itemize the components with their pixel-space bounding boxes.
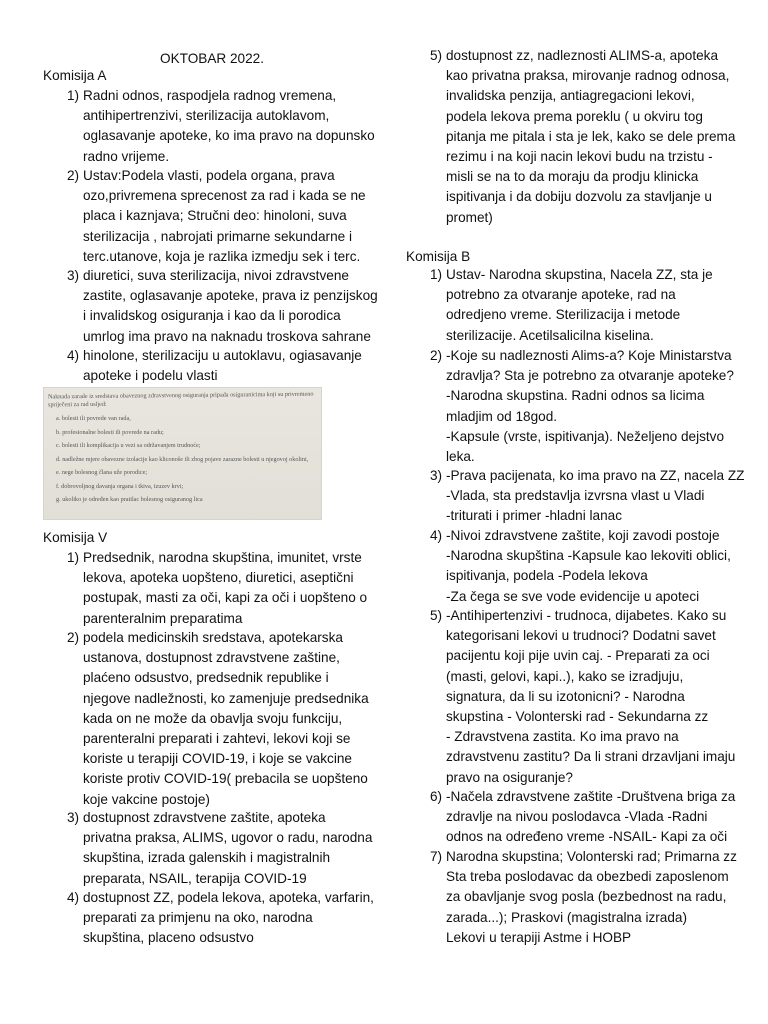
photo-list-item: a. bolesti ili povrede van rada, <box>56 415 131 422</box>
item-line: dostupnost zz, nadleznosti ALIMS-a, apoteka <box>446 48 719 63</box>
list-item <box>43 86 375 167</box>
item-line: hinolone, sterilizaciju u autoklavu, ogiasavanje <box>83 348 362 363</box>
item-line: preparata, NSAIL, terapija COVID-19 <box>83 870 307 886</box>
item-text <box>446 847 737 948</box>
item-number: 5) <box>430 48 443 63</box>
item-text <box>446 606 735 788</box>
list-item <box>43 628 369 810</box>
komisija-a-heading: Komisija A <box>43 68 107 83</box>
item-number: 2) <box>430 348 443 363</box>
item-line: -Prava pacijenata, ko ima pravo na ZZ, nacela ZZ <box>446 468 745 483</box>
item-number: 1) <box>67 88 80 103</box>
document-photo <box>43 387 322 520</box>
item-line: zarada...); Praskovi (magistralna izrada) <box>446 909 687 925</box>
item-line: misli se na to da moraju da prodju klinicka <box>446 169 699 185</box>
item-line: leka. <box>446 449 475 465</box>
item-number: 5) <box>430 608 443 623</box>
list-item <box>43 266 378 347</box>
item-line: sterilizacije. Acetilsalicilna kiselina. <box>446 327 654 343</box>
item-line: -Narodna skupstina. Radni odnos sa licima <box>446 388 705 404</box>
item-number: 6) <box>430 789 443 804</box>
item-number: 4) <box>67 890 80 905</box>
item-line: pacijentu koji pije uvin caj. - Preparati za oci <box>446 648 710 664</box>
list-item <box>406 847 737 948</box>
item-line: promet) <box>446 209 493 225</box>
photo-list-item: b. profesionalne bolesti ili povrede na radu; <box>56 428 164 436</box>
item-line: podela lekova prema poreklu ( u okviru tog <box>446 108 703 124</box>
item-line: rezimu i na koji nacin lekovi budu na trzistu - <box>446 149 713 165</box>
item-line: zdravlja? Sta je potrebno za otvaranje apoteke? <box>446 368 734 384</box>
item-line: -Antihipertenzivi - trudnoca, dijabetes. Kako su <box>446 608 727 623</box>
item-text <box>83 548 367 629</box>
item-text <box>83 888 374 949</box>
list-item <box>406 265 713 346</box>
item-text <box>446 526 731 607</box>
item-line: potrebno za otvaranje apoteke, rad na <box>446 287 676 303</box>
item-text <box>83 86 375 167</box>
list-item <box>43 888 374 949</box>
item-line: Narodna skupstina; Volonterski rad; Primarna zz <box>446 849 737 864</box>
item-line: podela medicinskih sredstava, apotekarska <box>83 630 343 645</box>
item-text <box>83 808 372 889</box>
item-line: lekova, apoteka uopšteno, diuretici, aseptični <box>83 570 354 586</box>
list-item <box>43 166 366 267</box>
item-line: parenteralni preparati i zahtevi, lekovi koji se <box>83 731 351 747</box>
item-line: -Kapsule (vrste, ispitivanja). Neželjeno dejstvo <box>446 428 725 444</box>
item-text <box>83 628 369 810</box>
item-text <box>446 346 734 467</box>
item-line: invalidska penzija, antiagregacioni lekovi, <box>446 88 695 104</box>
item-line: ispitivanja, podela -Podela lekova <box>446 568 648 584</box>
item-line: koriste protiv COVID-19( prebacila se uopšteno <box>83 771 368 787</box>
item-number: 7) <box>430 849 443 864</box>
komisija-b-heading: Komisija B <box>406 249 471 264</box>
list-item <box>406 787 735 848</box>
item-line: mladjim od 18god. <box>446 408 558 424</box>
photo-list <box>56 415 316 510</box>
item-number: 4) <box>430 528 443 543</box>
item-line: -Nivoi zdravstvene zaštite, koji zavodi postoje <box>446 528 720 543</box>
item-number: 3) <box>430 468 443 483</box>
item-line: Predsednik, narodna skupština, imunitet, vrste <box>83 550 362 565</box>
item-number: 2) <box>67 630 80 645</box>
item-line: -Načela zdravstvene zaštite -Društvena briga za <box>446 789 736 804</box>
item-text <box>83 346 362 386</box>
item-number: 3) <box>67 268 80 283</box>
item-line: oglasavanje apoteke, ko ima pravo na dopunsko <box>83 128 375 144</box>
list-item <box>406 606 735 788</box>
item-text <box>83 266 378 347</box>
list-item <box>406 526 731 607</box>
item-line: odnos na određeno vreme -NSAIL- Kapi za oči <box>446 829 728 845</box>
item-number: 3) <box>67 810 80 825</box>
item-line: (masti, gelovi, kapi..), kako se izradjuju, <box>446 668 684 684</box>
item-line: umrlog ima pravo na naknadu troskova sahrane <box>83 328 371 344</box>
item-line: ustanova, dostupnost zdravstvene zaštine, <box>83 650 340 666</box>
item-line: -Narodna skupština -Kapsule kao lekoviti oblici, <box>446 548 731 564</box>
item-line: postupak, masti za oči, kapi za oči i uopšteno o <box>83 590 368 606</box>
item-line: skupština, izrada galenskih i magistralnih <box>83 850 331 866</box>
item-number: 1) <box>430 267 443 282</box>
item-line: radno vrijeme. <box>83 148 170 164</box>
item-line: Radni odnos, raspodjela radnog vremena, <box>83 88 337 103</box>
item-text <box>83 166 366 267</box>
photo-list-item: g. ukoliko je određen kao pratilac bolesnog osiguranog lica <box>56 496 203 503</box>
item-line: parenteralnim preparatima <box>83 610 243 626</box>
item-line: Ustav:Podela vlasti, podela organa, prava <box>83 168 335 183</box>
item-text <box>446 466 744 527</box>
item-text <box>446 265 713 346</box>
item-line: zdravlje na nivou poslodavca -Vlada -Radni <box>446 809 708 825</box>
item-line: dostupnost ZZ, podela lekova, apoteka, varfarin, <box>83 890 374 905</box>
item-line: za obavljanje svog posla (bezbednost na radu, <box>446 889 727 905</box>
item-line: koriste u terapiji COVID-19, i koje se vakcine <box>83 751 352 767</box>
item-line: Lekovi u terapiji Astme i HOBP <box>446 929 632 945</box>
item-line: -Vlada, sta predstavlja izvrsna vlast u Vladi <box>446 488 705 504</box>
item-text <box>446 46 735 228</box>
item-number: 2) <box>67 168 80 183</box>
komisija-v-heading: Komisija V <box>43 530 108 545</box>
photo-list-item: f. dobrovoljnog davanja organa i tkiva, izuzev krvi; <box>56 482 184 490</box>
photo-list-item: c. bolesti ili komplikacija u vezi sa održavanjem trudnoće; <box>56 442 201 449</box>
item-line: zastite, oglasavanje apoteke, prava iz penzijskog <box>83 288 378 304</box>
item-line: kategorisani lekovi u trudnoci? Dodatni savet <box>446 628 716 644</box>
item-line: - Zdravstvena zastita. Ko ima pravo na <box>446 729 679 745</box>
list-item <box>406 46 735 228</box>
list-item <box>406 346 734 467</box>
list-item <box>43 346 362 386</box>
item-line: koje vakcine postoje) <box>83 791 210 807</box>
item-number: 1) <box>67 550 80 565</box>
item-line: preparati za primjenu na oko, narodna <box>83 910 313 926</box>
list-item <box>43 548 367 629</box>
photo-list-item: d. nadležne mjere obavezne izolacije kao kliconoše ili zbog pojave zarazne bolesti u njegovoj okolini, <box>56 455 309 463</box>
item-line: pravo na osiguranje? <box>446 769 573 785</box>
item-line: i invalidskog osiguranja i kao da li porodica <box>83 308 341 324</box>
item-line: zdravstvenu zastitu? Da li strani drzavljani imaju <box>446 749 736 765</box>
list-item <box>43 808 372 889</box>
item-line: signatura, da li su izotonicni? - Narodna <box>446 688 685 704</box>
item-line: kada on ne može da obavlja svoju funkciju, <box>83 710 343 726</box>
photo-heading: Naknada zarade iz sredstava obaveznog zdravstvenog osiguranja pripada osiguranicima koji su privremeno spriječeni za rad usljed: <box>47 390 314 409</box>
item-line: plaćeno odsustvo, predsednik republike i <box>83 670 329 686</box>
item-text <box>446 787 735 848</box>
item-line: placa i kaznjava; Stručni deo: hinoloni, suva <box>83 208 347 224</box>
item-line: Sta treba poslodavac da obezbedi zaposlenom <box>446 869 729 885</box>
item-line: skupstina - Volonterski rad - Sekundarna zz <box>446 709 709 725</box>
item-line: antihipertrenzivi, sterilizacija autoklavom, <box>83 108 330 124</box>
photo-list-item: e. nege bolesnog člana uže porodice; <box>56 469 148 476</box>
item-line: skupština, placeno odsustvo <box>83 930 254 946</box>
item-number: 4) <box>67 348 80 363</box>
item-line: dostupnost zdravstvene zaštite, apoteka <box>83 810 326 825</box>
item-line: diuretici, suva sterilizacija, nivoi zdravstvene <box>83 268 349 283</box>
item-line: ispitivanja i da dobiju dozvolu za stavljanje u <box>446 189 712 205</box>
item-line: kao privatna praksa, mirovanje radnog odnosa, <box>446 68 730 84</box>
list-item <box>406 466 744 527</box>
item-line: privatna praksa, ALIMS, ugovor o radu, narodna <box>83 830 373 846</box>
item-line: -Koje su nadleznosti Alims-a? Koje Ministarstva <box>446 348 732 363</box>
item-line: pitanja me pitala i sta je lek, kako se dele prema <box>446 128 736 144</box>
item-line: -triturati i primer -hladni lanac <box>446 508 623 524</box>
page-title: OKTOBAR 2022. <box>160 51 265 66</box>
item-line: apoteke i podelu vlasti <box>83 368 218 384</box>
item-line: ozo,privremena sprecenost za rad i kada se ne <box>83 188 366 204</box>
item-line: -Za čega se sve vode evidencije u apoteci <box>446 588 700 604</box>
item-line: njegove nadležnosti, ko zamenjuje predsednika <box>83 690 369 706</box>
item-line: Ustav- Narodna skupstina, Nacela ZZ, sta je <box>446 267 713 282</box>
item-line: sterilizacija , nabrojati primarne sekundarne i <box>83 228 352 244</box>
item-line: terc.utanove, koja je razlika izmedju sek i terc. <box>83 248 361 264</box>
item-line: odredjeno vreme. Sterilizacija i metode <box>446 307 681 323</box>
